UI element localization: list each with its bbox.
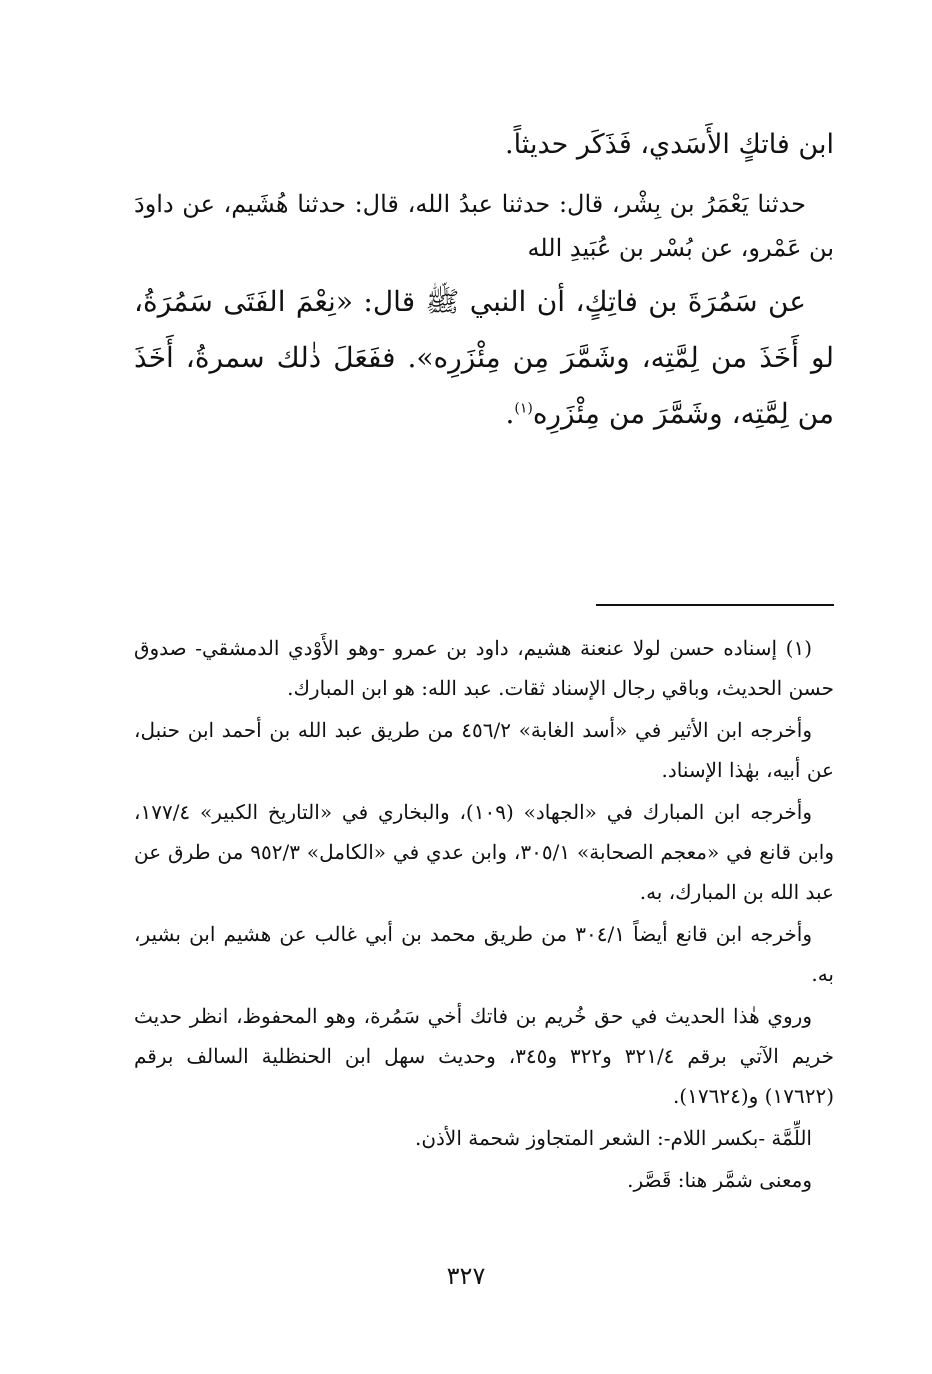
main-text-block (134, 118, 834, 442)
isnad-paragraph: حدثنا يَعْمَرُ بن بِشْر، قال: حدثنا عبدُ الله، قال: حدثنا هُشَيم، عن داودَ بن عَمْرو، عن بُسْر بن عُبَيدِ الله (134, 190, 834, 262)
footnote-paragraph: (١) إسناده حسن لولا عنعنة هشيم، داود بن عمرو -وهو الأَوْدي الدمشقي- صدوق حسن الحديث، وباقي رجال الإسناد ثقات. عبد الله: هو ابن المبارك. (134, 636, 834, 700)
narration-line: ابن فاتكٍ الأَسَدي، فَذَكَر حديثاً. (504, 129, 834, 160)
footnote-reference[interactable]: (١) (514, 400, 533, 417)
footnote-paragraph: اللِّمَّة -بكسر اللام-: الشعر المتجاوز شحمة الأذن. (414, 1126, 812, 1150)
page-number: ٣٢٧ (446, 1262, 486, 1290)
footnote-paragraph: وأخرجه ابن المبارك في «الجهاد» (١٠٩)، والبخاري في «التاريخ الكبير» ١٧٧/٤، وابن قانع في «معجم الصحابة» ٣٠٥/١، وابن عدي في «الكامل» ٩٥٢/٣ من طرق عن عبد الله بن المبارك، به. (134, 800, 835, 904)
hadith-text: عن سَمُرَةَ بن فاتِكٍ، أن النبي ﷺ قال: «نِعْمَ الفَتَى سَمُرَةُ، لو أَخَذَ من لِمَّتِه، وشَمَّرَ مِن مِئْزَرِه». ففَعَلَ ذٰلك سمرةُ، أَخَذَ من لِمَّتِه، وشَمَّرَ من مِئْزَرِه (134, 285, 834, 430)
hadith-end-period: . (505, 397, 515, 430)
footnote-paragraph: وأخرجه ابن قانع أيضاً ٣٠٤/١ من طريق محمد بن أبي غالب عن هشيم ابن بشير، به. (134, 922, 834, 986)
footnote-paragraph: ومعنى شمَّر هنا: قَصَّر. (627, 1168, 812, 1192)
footnote-paragraph: وروي هٰذا الحديث في حق خُريم بن فاتك أخي سَمُرة، وهو المحفوظ، انظر حديث خريم الآتي برقم ٣٢١/٤ و٣٢٢ و٣٤٥، وحديث سهل ابن الحنظلية السالف برقم (١٧٦٢٢) و(١٧٦٢٤). (134, 1004, 835, 1108)
footnote-separator-rule (596, 604, 834, 606)
footnotes-block (134, 628, 834, 1202)
footnote-paragraph: وأخرجه ابن الأثير في «أسد الغابة» ٤٥٦/٢ من طريق عبد الله بن أحمد ابن حنبل، عن أبيه، بهٰذا الإسناد. (134, 718, 834, 782)
hadith-paragraph (134, 274, 834, 442)
